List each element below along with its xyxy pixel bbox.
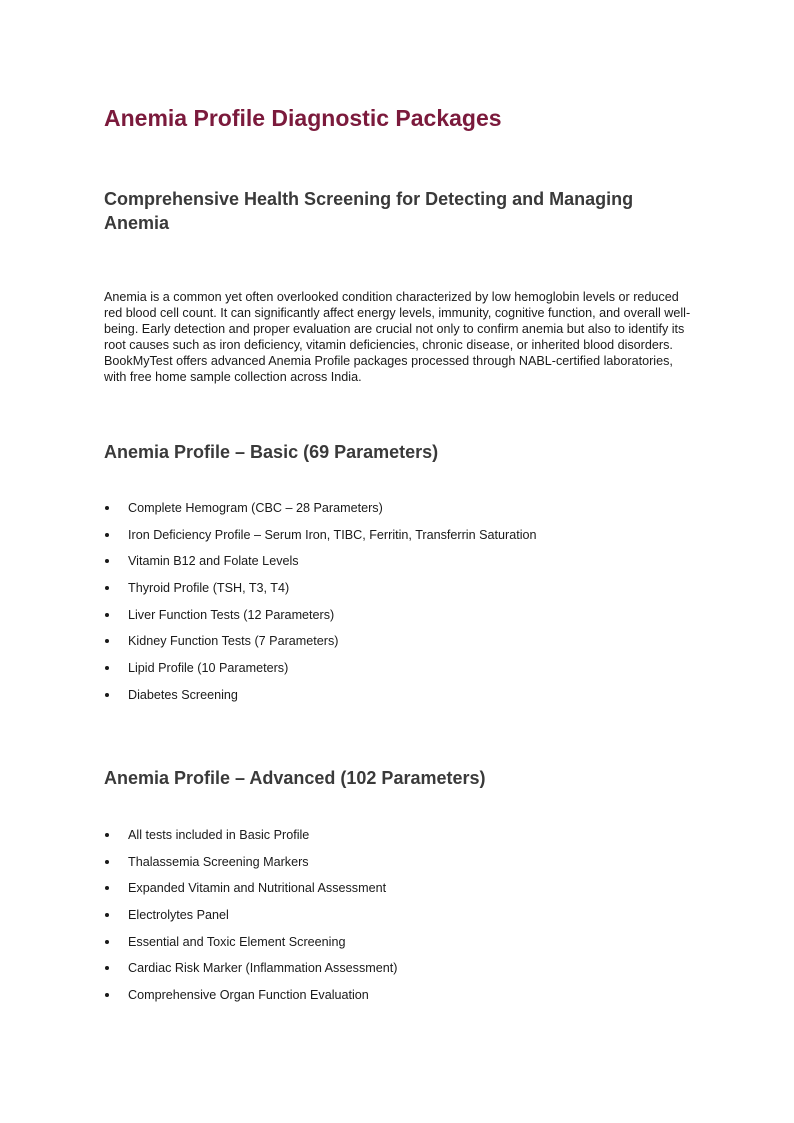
bullet-icon <box>105 886 109 890</box>
list-item-text: Lipid Profile (10 Parameters) <box>128 661 289 676</box>
list-item <box>104 500 537 527</box>
bullet-icon <box>105 913 109 917</box>
list-item-text: Cardiac Risk Marker (Inflammation Assessment) <box>128 961 398 976</box>
list-item-text: Kidney Function Tests (7 Parameters) <box>128 634 339 649</box>
list-item-text: All tests included in Basic Profile <box>128 828 310 842</box>
page-title: Anemia Profile Diagnostic Packages <box>104 105 502 131</box>
list-item-text: Iron Deficiency Profile – Serum Iron, TIBC, Ferritin, Transferrin Saturation <box>128 527 537 542</box>
bullet-icon <box>105 506 109 510</box>
list-item <box>104 827 397 854</box>
list-item <box>104 660 537 687</box>
list-item <box>104 960 397 987</box>
list-item-text: Expanded Vitamin and Nutritional Assessment <box>128 881 387 896</box>
list-item-text: Essential and Toxic Element Screening <box>128 934 346 949</box>
section-heading-advanced: Anemia Profile – Advanced (102 Parameters) <box>104 768 486 788</box>
intro-paragraph: Anemia is a common yet often overlooked condition characterized by low hemoglobin levels or reduced red blood cell count. It can significantly affect energy levels, immunity, cognitive function, and overall well-being. Early detection and proper evaluation are crucial not only to confirm anemia but also to identify its root causes such as iron deficiency, vitamin deficiencies, chronic disease, or inherited blood disorders. BookMyTest offers advanced Anemia Profile packages processed through NABL-certified laboratories, with free home sample collection across India. <box>104 290 691 384</box>
list-item-text: Thyroid Profile (TSH, T3, T4) <box>128 581 290 596</box>
list-item <box>104 854 397 881</box>
list-item-text: Vitamin B12 and Folate Levels <box>128 554 299 569</box>
bullet-icon <box>105 559 109 563</box>
list-item-text: Liver Function Tests (12 Parameters) <box>128 607 335 622</box>
bullet-icon <box>105 666 109 670</box>
list-item-text: Thalassemia Screening Markers <box>128 854 309 869</box>
list-item-text: Comprehensive Organ Function Evaluation <box>128 988 369 1003</box>
list-item <box>104 907 397 934</box>
bullet-icon <box>105 639 109 643</box>
list-item <box>104 580 537 607</box>
list-item-text: Diabetes Screening <box>128 687 238 702</box>
bullet-icon <box>105 833 109 837</box>
page-subtitle: Comprehensive Health Screening for Detecting and Managing Anemia <box>104 189 634 233</box>
list-item <box>104 607 537 634</box>
bullet-icon <box>105 693 109 697</box>
section-heading-basic: Anemia Profile – Basic (69 Parameters) <box>104 442 439 462</box>
bullet-icon <box>105 940 109 944</box>
list-item-text: Complete Hemogram (CBC – 28 Parameters) <box>128 501 383 515</box>
advanced-test-list <box>104 827 397 1014</box>
basic-test-list <box>104 500 537 714</box>
list-item <box>104 553 537 580</box>
list-item <box>104 987 397 1014</box>
bullet-icon <box>105 966 109 970</box>
bullet-icon <box>105 993 109 997</box>
list-item <box>104 934 397 961</box>
list-item <box>104 633 537 660</box>
bullet-icon <box>105 533 109 537</box>
list-item <box>104 527 537 554</box>
bullet-icon <box>105 586 109 590</box>
list-item <box>104 687 537 714</box>
list-item-text: Electrolytes Panel <box>128 908 229 923</box>
bullet-icon <box>105 860 109 864</box>
bullet-icon <box>105 613 109 617</box>
list-item <box>104 880 397 907</box>
